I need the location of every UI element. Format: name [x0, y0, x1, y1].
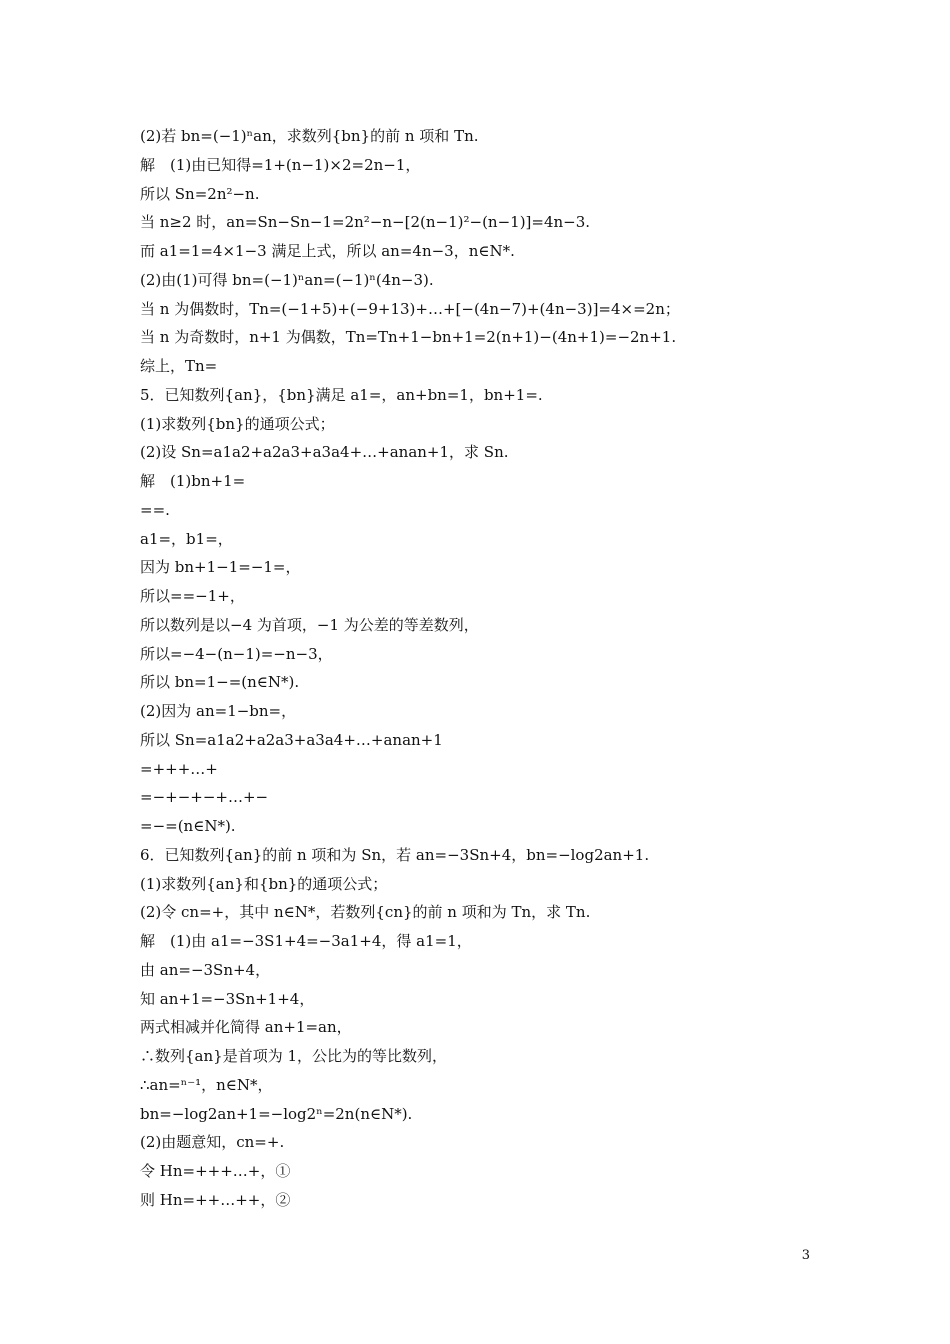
text-line: 所以=−4−(n−1)=−n−3，	[140, 644, 333, 663]
text-line: 当 n 为奇数时，n+1 为偶数，Tn=Tn+1−bn+1=2(n+1)−(4n+1)=−2n+1.	[140, 328, 677, 347]
text-line: 两式相减并化简得 an+1=an，	[140, 1018, 352, 1037]
page-body	[140, 122, 820, 1215]
text-line: 所以==−1+，	[140, 587, 245, 605]
text-line: a1=，b1=，	[140, 529, 233, 548]
text-line: 所以 bn=1−=(n∈N*).	[140, 673, 300, 692]
text-line: 综上，Tn=	[140, 357, 218, 375]
page-number: 3	[801, 1248, 810, 1263]
text-line: (2)由题意知，cn=+.	[140, 1133, 285, 1152]
text-line: 则 Hn=++…++，②	[140, 1190, 291, 1209]
text-line: 6．已知数列{an}的前 n 项和为 Sn，若 an=−3Sn+4，bn=−log2an+1.	[140, 845, 650, 864]
text-line: =−+−+−+…+−	[140, 788, 269, 807]
text-line: ∴an=ⁿ⁻¹，n∈N*，	[140, 1075, 273, 1094]
text-line: 解 (1)由 a1=−3S1+4=−3a1+4，得 a1=1，	[140, 932, 472, 950]
text-line: =−=(n∈N*).	[140, 817, 236, 835]
text-line: (2)令 cn=+，其中 n∈N*，若数列{cn}的前 n 项和为 Tn，求 Tn.	[140, 903, 591, 922]
text-line: 因为 bn+1−1=−1=，	[140, 558, 301, 577]
text-line: 5．已知数列{an}，{bn}满足 a1=，an+bn=1，bn+1=.	[140, 385, 543, 404]
text-line: 当 n≥2 时，an=Sn−Sn−1=2n²−n−[2(n−1)²−(n−1)]=4n−3.	[140, 213, 591, 232]
text-line: (1)求数列{an}和{bn}的通项公式；	[140, 874, 388, 893]
text-line: =+++…+	[140, 759, 218, 778]
text-line: ∴数列{an}是首项为 1，公比为的等比数列，	[140, 1047, 448, 1065]
text-line: 当 n 为偶数时，Tn=(−1+5)+(−9+13)+…+[−(4n−7)+(4n−3)]=4×=2n；	[140, 299, 680, 318]
text-line: 而 a1=1=4×1−3 满足上式，所以 an=4n−3，n∈N*.	[140, 242, 515, 260]
text-line: (2)因为 an=1−bn=，	[140, 702, 297, 720]
text-line: (2)由(1)可得 bn=(−1)ⁿan=(−1)ⁿ(4n−3).	[140, 270, 434, 289]
text-line: (1)求数列{bn}的通项公式；	[140, 414, 335, 433]
text-line: 所以 Sn=2n²−n.	[140, 184, 260, 203]
text-line: 解 (1)bn+1=	[140, 472, 246, 490]
text-line: 知 an+1=−3Sn+1+4，	[140, 989, 315, 1008]
text-line: bn=−log2an+1=−log2ⁿ=2n(n∈N*).	[140, 1104, 413, 1123]
text-line: 所以 Sn=a1a2+a2a3+a3a4+…+anan+1	[140, 730, 443, 749]
text-line: 由 an=−3Sn+4，	[140, 960, 271, 979]
text-line: ==.	[140, 500, 170, 519]
text-line: 令 Hn=+++…+，①	[140, 1162, 291, 1180]
text-line: (2)设 Sn=a1a2+a2a3+a3a4+…+anan+1，求 Sn.	[140, 443, 509, 462]
text-line: 解 (1)由已知得=1+(n−1)×2=2n−1，	[140, 155, 421, 174]
text-line: 所以数列是以−4 为首项，−1 为公差的等差数列，	[140, 615, 479, 634]
text-line: (2)若 bn=(−1)ⁿan，求数列{bn}的前 n 项和 Tn.	[140, 127, 479, 145]
